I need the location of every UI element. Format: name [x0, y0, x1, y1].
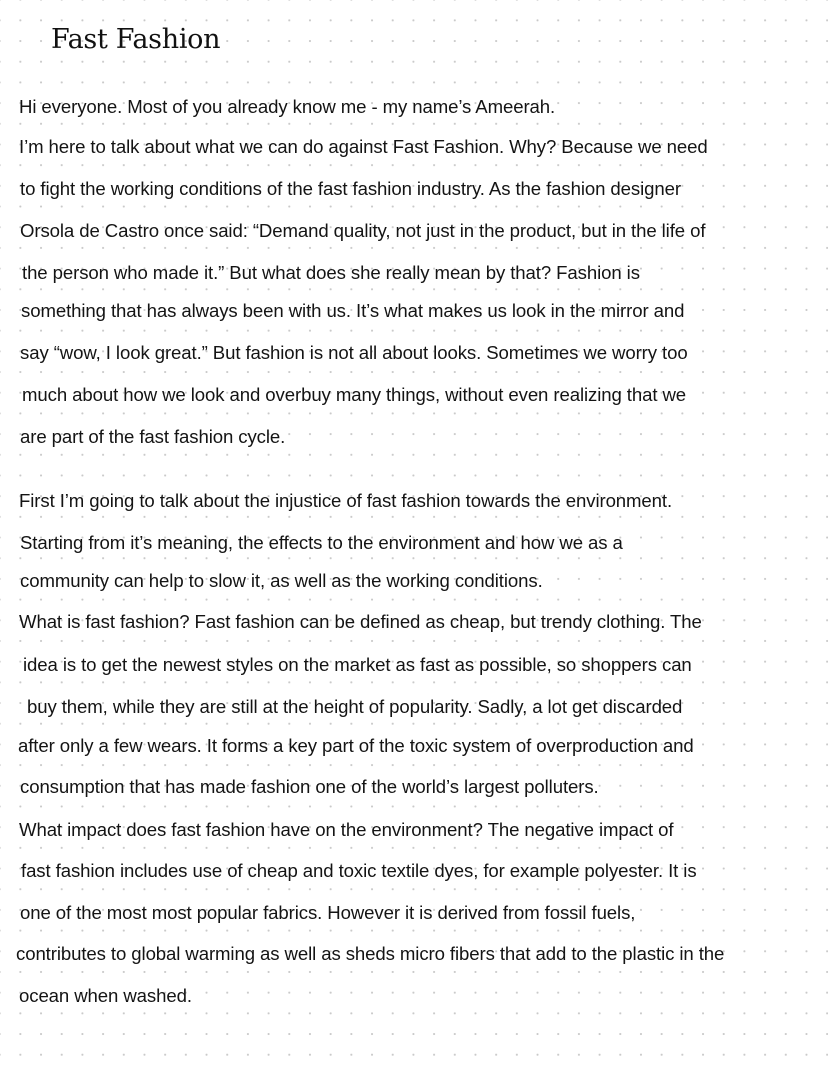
text-line: Starting from it’s meaning, the effects to the environment and how we as a — [20, 532, 623, 553]
text-line: buy them, while they are still at the height of popularity. Sadly, a lot get discarded — [27, 696, 683, 717]
page-title: Fast Fashion — [51, 24, 221, 55]
text-line: Hi everyone. Most of you already know me - my name’s Ameerah. — [19, 96, 556, 117]
text-line: contributes to global warming as well as sheds micro fibers that add to the plastic in the — [16, 943, 725, 964]
text-line: Orsola de Castro once said: “Demand quality, not just in the product, but in the life of — [20, 220, 706, 241]
text-line: community can help to slow it, as well as the working conditions. — [20, 570, 543, 591]
text-line: First I’m going to talk about the injustice of fast fashion towards the environment. — [19, 490, 673, 511]
text-line: What is fast fashion? Fast fashion can be defined as cheap, but trendy clothing. The — [19, 611, 702, 632]
text-line: I’m here to talk about what we can do against Fast Fashion. Why? Because we need — [19, 136, 708, 157]
text-line: something that has always been with us. It’s what makes us look in the mirror and — [21, 300, 685, 321]
text-line: are part of the fast fashion cycle. — [20, 426, 286, 447]
text-line: say “wow, I look great.” But fashion is not all about looks. Sometimes we worry too — [20, 342, 688, 363]
text-line: fast fashion includes use of cheap and toxic textile dyes, for example polyester. It is — [21, 860, 697, 881]
text-line: after only a few wears. It forms a key part of the toxic system of overproduction and — [18, 735, 694, 756]
text-line: ocean when washed. — [19, 985, 192, 1006]
text-line: consumption that has made fashion one of the world’s largest polluters. — [20, 776, 599, 797]
text-line: one of the most most popular fabrics. However it is derived from fossil fuels, — [20, 902, 636, 923]
text-line: idea is to get the newest styles on the market as fast as possible, so shoppers can — [23, 654, 692, 675]
text-line: What impact does fast fashion have on the environment? The negative impact of — [19, 819, 674, 840]
text-line: the person who made it.” But what does she really mean by that? Fashion is — [22, 262, 640, 283]
text-line: much about how we look and overbuy many things, without even realizing that we — [22, 384, 687, 405]
text-line: to fight the working conditions of the fast fashion industry. As the fashion designer — [20, 178, 681, 199]
